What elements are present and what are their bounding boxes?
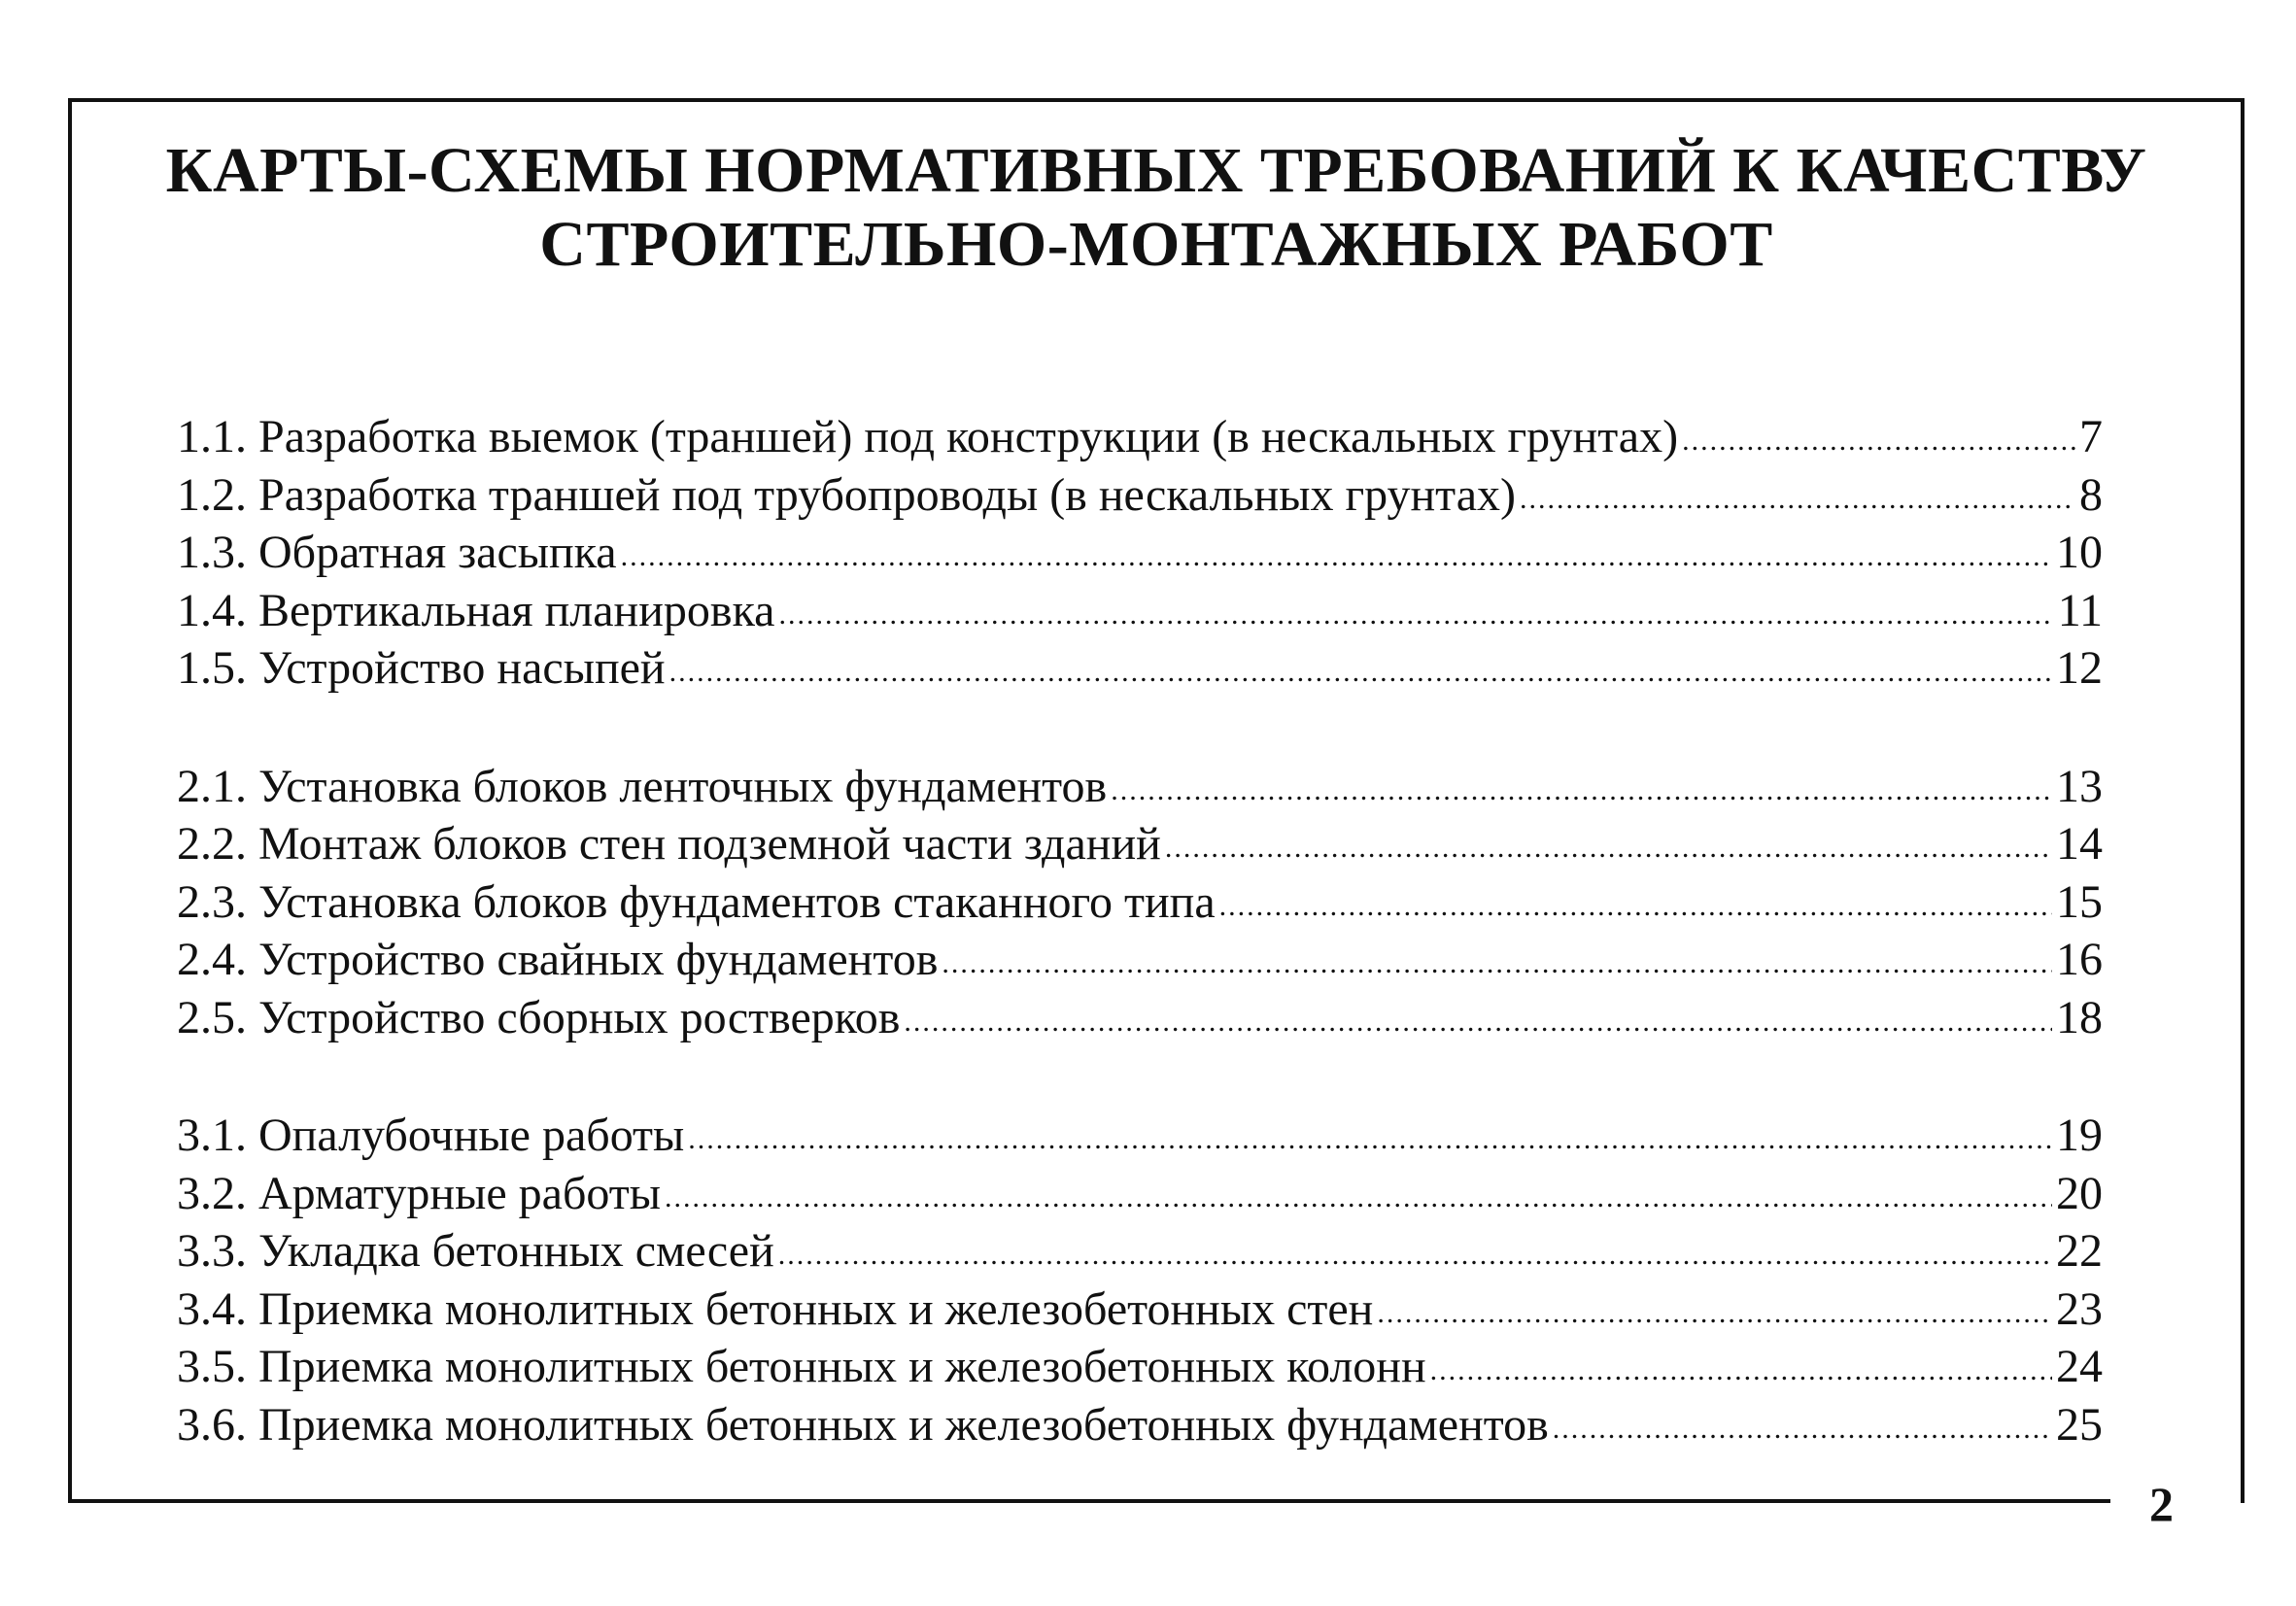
toc-entry[interactable] (177, 989, 2103, 1047)
toc-entry[interactable] (177, 931, 2103, 989)
toc-entry[interactable] (177, 1222, 2103, 1281)
toc-dot-leader (904, 993, 2052, 1051)
toc-entry[interactable] (177, 1396, 2103, 1454)
toc-dot-leader (688, 1111, 2052, 1169)
toc-entry-label: 2.2. Монтаж блоков стен подземной части зданий (177, 818, 1161, 870)
page-number: 2 (2149, 1477, 2174, 1531)
toc-dot-leader (778, 586, 2053, 644)
toc-entry-label: 3.6. Приемка монолитных бетонных и железобетонных фундаментов (177, 1398, 1549, 1451)
toc-entry-page: 20 (2056, 1167, 2103, 1219)
toc-entry[interactable] (177, 873, 2103, 932)
toc-entry-label: 3.4. Приемка монолитных бетонных и железобетонных стен (177, 1282, 1374, 1335)
toc-entry-page: 25 (2056, 1398, 2103, 1451)
toc-dot-leader (665, 1169, 2052, 1227)
toc-dot-leader (621, 528, 2052, 586)
toc-entry[interactable] (177, 1165, 2103, 1223)
toc-entry-label: 1.1. Разработка выемок (траншей) под конструкции (в нескальных грунтах) (177, 411, 1679, 462)
toc-entry-label: 1.4. Вертикальная планировка (177, 584, 775, 636)
toc-entry[interactable] (177, 582, 2103, 640)
toc-entry-label: 3.3. Укладка бетонных смесей (177, 1225, 774, 1277)
toc-dot-leader (1553, 1400, 2052, 1458)
toc-dot-leader (778, 1226, 2052, 1284)
toc-entry-page: 7 (2079, 411, 2103, 462)
toc-entry[interactable] (177, 758, 2103, 816)
toc-entry-label: 3.2. Арматурные работы (177, 1167, 661, 1219)
toc-dot-leader (1682, 412, 2075, 470)
toc-dot-leader (1111, 762, 2052, 820)
toc-entry-page: 24 (2056, 1341, 2103, 1392)
toc-entry[interactable] (177, 1281, 2103, 1339)
toc-entry[interactable] (177, 466, 2103, 525)
toc-entry-label: 1.3. Обратная засыпка (177, 527, 617, 578)
toc-entry-page: 19 (2056, 1110, 2103, 1161)
toc-dot-leader (669, 643, 2052, 701)
page-title (72, 134, 2241, 282)
toc-entry[interactable] (177, 639, 2103, 698)
toc-entry-page: 16 (2056, 934, 2103, 985)
toc-dot-leader (942, 935, 2052, 993)
toc-entry-page: 15 (2056, 875, 2103, 928)
toc-entry[interactable] (177, 524, 2103, 582)
toc-entry-page: 23 (2056, 1282, 2103, 1335)
toc-entry-page: 22 (2056, 1225, 2103, 1277)
toc-dot-leader (1430, 1342, 2052, 1400)
page-title-line-1: КАРТЫ-СХЕМЫ НОРМАТИВНЫХ ТРЕБОВАНИЙ К КАЧЕСТВУ (165, 135, 2147, 206)
toc-entry-page: 12 (2056, 642, 2103, 694)
toc-entry[interactable] (177, 815, 2103, 873)
toc-dot-leader (1165, 819, 2052, 877)
toc-dot-leader (1219, 877, 2052, 936)
toc-entry-page: 18 (2056, 991, 2103, 1043)
toc-entry-label: 2.4. Устройство свайных фундаментов (177, 934, 939, 985)
toc-entry-label: 1.5. Устройство насыпей (177, 642, 666, 694)
toc-entry-label: 3.1. Опалубочные работы (177, 1110, 685, 1161)
toc-entry-page: 14 (2056, 818, 2103, 870)
toc-entry-page: 13 (2056, 760, 2103, 812)
toc-entry[interactable] (177, 1107, 2103, 1165)
toc-entry-page: 10 (2056, 527, 2103, 578)
toc-entry-label: 3.5. Приемка монолитных бетонных и железобетонных колонн (177, 1341, 1426, 1392)
toc-dot-leader (1520, 470, 2075, 529)
toc-entry-label: 2.3. Установка блоков фундаментов стаканного типа (177, 875, 1216, 928)
toc-entry-label: 2.5. Устройство сборных ростверков (177, 991, 901, 1043)
toc-group-2 (177, 758, 2103, 1047)
table-of-contents (177, 408, 2103, 1453)
toc-entry-page: 11 (2057, 584, 2103, 636)
toc-group-3 (177, 1107, 2103, 1453)
toc-dot-leader (1377, 1284, 2052, 1343)
toc-entry[interactable] (177, 408, 2103, 466)
toc-entry-label: 2.1. Установка блоков ленточных фундаментов (177, 760, 1108, 812)
toc-entry-page: 8 (2079, 468, 2103, 521)
page-title-line-2: СТРОИТЕЛЬНО-МОНТАЖНЫХ РАБОТ (539, 209, 1773, 280)
toc-entry[interactable] (177, 1338, 2103, 1396)
toc-entry-label: 1.2. Разработка траншей под трубопроводы (в нескальных грунтах) (177, 468, 1517, 521)
toc-group-1 (177, 408, 2103, 698)
page-frame-bottom-rule (68, 1499, 2110, 1503)
